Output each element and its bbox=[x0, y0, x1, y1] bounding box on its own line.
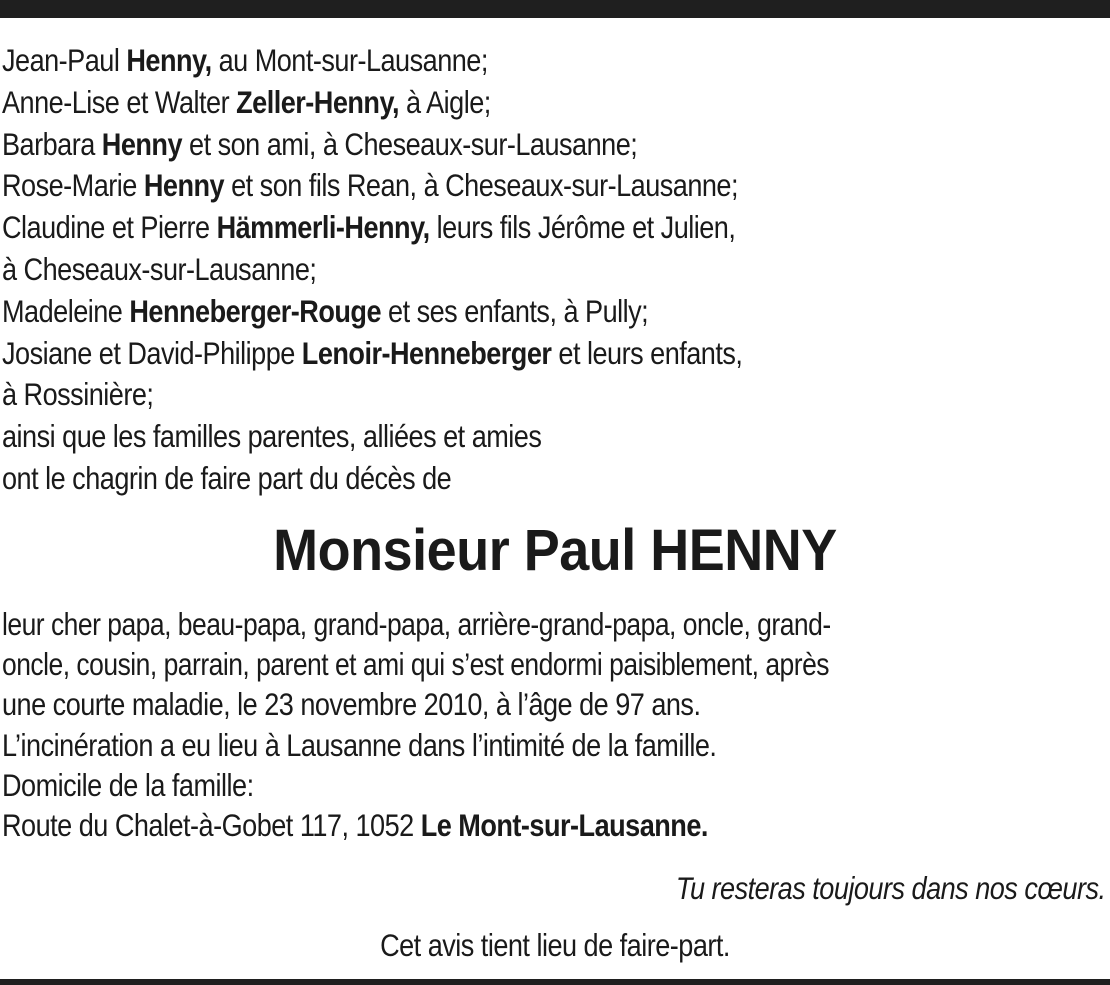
family-line-text: Josiane et David-Philippe bbox=[2, 334, 302, 371]
family-surname: Hämmerli-Henny, bbox=[216, 209, 430, 246]
family-line-text: Barbara bbox=[2, 125, 102, 162]
family-line bbox=[2, 291, 948, 333]
body-line: L’incinération a eu lieu à Lausanne dans l’intimité de la famille. bbox=[2, 726, 717, 763]
family-line-text: au Mont-sur-Lausanne; bbox=[211, 42, 488, 78]
body-line: oncle, cousin, parrain, parent et ami qui s’est endormi paisiblement, après bbox=[2, 646, 830, 683]
family-line-text: et son fils Rean, à Cheseaux-sur-Lausanne; bbox=[224, 167, 738, 204]
body-line: Domicile de la famille: bbox=[2, 766, 254, 803]
motto: Tu resteras toujours dans nos cœurs. bbox=[676, 870, 1106, 906]
family-line bbox=[2, 249, 948, 291]
family-line bbox=[2, 207, 948, 249]
family-line-text: à Aigle; bbox=[399, 83, 491, 120]
address-locality: Le Mont-sur-Lausanne. bbox=[420, 806, 708, 843]
bottom-rule bbox=[0, 979, 1110, 985]
family-line-text: à Rossinière; bbox=[2, 376, 154, 413]
address-street: Route du Chalet-à-Gobet 117, 1052 bbox=[2, 806, 421, 843]
family-line-text: Jean-Paul bbox=[2, 42, 127, 78]
family-surname: Henny, bbox=[126, 42, 212, 78]
family-line-text: et leurs enfants, bbox=[551, 334, 743, 371]
family-surname: Zeller-Henny, bbox=[236, 83, 400, 120]
body-line: leur cher papa, beau-papa, grand-papa, arrière-grand-papa, oncle, grand- bbox=[2, 606, 831, 642]
family-line bbox=[2, 416, 948, 458]
family-line-text: ainsi que les familles parentes, alliées et amies bbox=[2, 418, 542, 455]
deceased-name: Monsieur Paul HENNY bbox=[273, 518, 837, 583]
family-line bbox=[2, 82, 948, 124]
address-line bbox=[2, 805, 955, 845]
closing-note: Cet avis tient lieu de faire-part. bbox=[380, 927, 730, 963]
family-line-text: ont le chagrin de faire part du décès de bbox=[2, 459, 452, 496]
family-list bbox=[2, 40, 1102, 500]
family-line-text: leurs fils Jérôme et Julien, bbox=[429, 209, 736, 246]
family-surname: Lenoir-Henneberger bbox=[301, 334, 552, 371]
family-line-text: à Cheseaux-sur-Lausanne; bbox=[2, 250, 317, 287]
family-surname: Henneberger-Rouge bbox=[129, 292, 382, 329]
family-line-text: Claudine et Pierre bbox=[2, 209, 217, 246]
family-line-text: et ses enfants, à Pully; bbox=[381, 292, 649, 329]
family-line-text: Anne-Lise et Walter bbox=[2, 83, 237, 120]
obituary-body bbox=[2, 604, 1110, 845]
family-line bbox=[2, 458, 948, 500]
family-surname: Henny bbox=[143, 167, 225, 204]
family-line bbox=[2, 165, 948, 207]
family-line bbox=[2, 40, 948, 82]
family-line bbox=[2, 124, 948, 166]
family-line-text: Rose-Marie bbox=[2, 167, 144, 204]
family-line bbox=[2, 333, 948, 375]
family-line-text: et son ami, à Cheseaux-sur-Lausanne; bbox=[182, 125, 638, 162]
family-line bbox=[2, 374, 948, 416]
family-surname: Henny bbox=[101, 125, 183, 162]
body-line: une courte maladie, le 23 novembre 2010, à l’âge de 97 ans. bbox=[2, 686, 701, 723]
family-line-text: Madeleine bbox=[2, 292, 130, 329]
